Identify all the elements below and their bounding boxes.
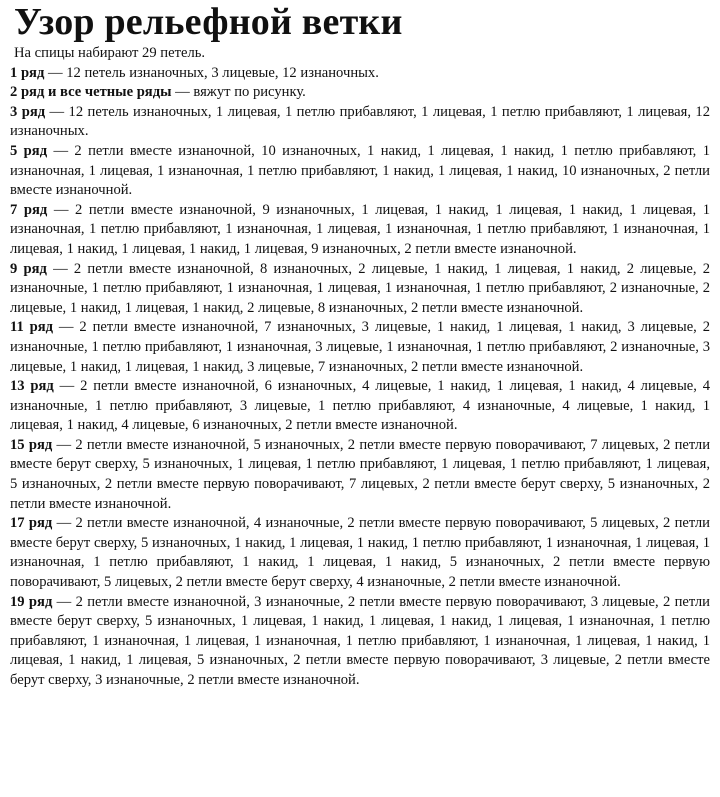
row-1 bbox=[10, 64, 710, 84]
row-text: — 2 петли вместе изнаночной, 9 изнаночных, 1 лицевая, 1 накид, 1 лицевая, 1 накид, 1 лицевая, 1 изнаночная, 1 петлю прибавляют, 1 изнаночная, 1 лицевая, 1 изнаночная, 1 петлю прибавляют, 1 изнаночная, 1 лицевая, 1 накид, 1 лицевая, 1 накид, 1 лицевая, 9 изнаночных, 2 петли вместе изнаночной. bbox=[10, 201, 711, 257]
row-3 bbox=[10, 103, 710, 142]
row-13 bbox=[10, 377, 710, 436]
row-text: — 2 петли вместе изнаночной, 4 изнаночные, 2 петли вместе первую поворачивают, 5 лицевых, 2 петли вместе берут сверху, 5 изнаночных, 1 накид, 1 лицевая, 1 накид, 1 петлю прибавляют, 1 изнаночная, 1 лицевая, 1 изнаночная, 1 петлю прибавляют, 1 накид, 1 лицевая, 1 накид, 5 изнаночных, 2 петли вместе первую поворачивают, 5 лицевых, 2 петли вместе берут сверху, 4 изнаночные, 2 петли вместе изнаночной. bbox=[10, 515, 710, 591]
row-label: 11 ряд bbox=[10, 319, 54, 336]
row-19 bbox=[10, 593, 710, 691]
row-label: 3 ряд bbox=[10, 103, 46, 120]
row-text: — 2 петли вместе изнаночной, 5 изнаночных, 2 петли вместе первую поворачивают, 7 лицевых, 2 петли вместе берут сверху, 5 изнаночных, 1 лицевая, 1 петлю прибавляют, 1 лицевая, 1 петлю прибавляют, 1 лицевая, 5 изнаночных, 2 петли вместе первую поворачивают, 7 лицевых, 2 петли вместе берут сверху, 5 изнаночных, 2 петли вместе изнаночной. bbox=[10, 436, 710, 512]
row-label: 5 ряд bbox=[10, 142, 48, 159]
intro-text: На спицы набирают 29 петель. bbox=[14, 45, 206, 61]
row-label: 7 ряд bbox=[10, 201, 48, 218]
row-label: 19 ряд bbox=[10, 593, 53, 610]
row-text: — 2 петли вместе изнаночной, 7 изнаночных, 3 лицевые, 1 накид, 1 лицевая, 1 накид, 3 лицевые, 2 изнаночные, 1 петлю прибавляют, 1 изнаночная, 3 лицевые, 1 изнаночная, 1 петлю прибавляют, 2 изнаночные, 3 лицевые, 1 накид, 1 лицевая, 1 накид, 3 лицевые, 7 изнаночных, 2 петли вместе изнаночной. bbox=[10, 319, 710, 375]
page-title: Узор рельефной ветки bbox=[14, 1, 403, 43]
row-label: 9 ряд bbox=[10, 260, 47, 277]
row-text: — 12 петель изнаночных, 3 лицевые, 12 изнаночных. bbox=[44, 64, 379, 81]
row-text: — вяжут по рисунку. bbox=[171, 84, 306, 101]
row-label: 1 ряд bbox=[10, 64, 45, 81]
row-list bbox=[10, 64, 710, 691]
row-2-even bbox=[10, 83, 710, 103]
row-text: — 2 петли вместе изнаночной, 8 изнаночных, 2 лицевые, 1 накид, 1 лицевая, 1 накид, 2 лицевые, 2 изнаночные, 1 петлю прибавляют, 1 изнаночная, 1 лицевая, 1 изнаночная, 1 петлю прибавляют, 2 изнаночные, 2 лицевые, 1 накид, 1 лицевая, 1 накид, 2 лицевые, 8 изнаночных, 2 петли вместе изнаночной. bbox=[10, 260, 710, 316]
row-text: — 2 петли вместе изнаночной, 3 изнаночные, 2 петли вместе первую поворачивают, 3 лицевые, 2 петли вместе берут сверху, 5 изнаночных, 1 лицевая, 1 накид, 1 лицевая, 1 накид, 1 лицевая, 1 изнаночная, 1 петлю прибавляют, 1 изнаночная, 1 лицевая, 1 изнаночная, 1 петлю прибавляют, 1 изнаночная, 1 лицевая, 1 накид, 1 лицевая, 1 накид, 1 лицевая, 5 изнаночных, 2 петли вместе первую поворачивают, 3 лицевые, 2 петли вместе берут сверху, 3 изнаночные, 2 петли вместе изнаночной. bbox=[10, 593, 710, 688]
row-text: — 12 петель изнаночных, 1 лицевая, 1 петлю прибавляют, 1 лицевая, 1 петлю прибавляют, 1 лицевая, 12 изнаночных. bbox=[10, 103, 710, 140]
row-text: — 2 петли вместе изнаночной, 6 изнаночных, 4 лицевые, 1 накид, 1 лицевая, 1 накид, 4 лицевые, 4 изнаночные, 1 петлю прибавляют, 3 лицевые, 1 петлю прибавляют, 4 изнаночные, 4 лицевые, 1 накид, 1 лицевая, 1 накид, 4 лицевые, 6 изнаночных, 2 петли вместе изнаночной. bbox=[10, 378, 710, 434]
row-7 bbox=[10, 201, 710, 260]
row-label: 17 ряд bbox=[10, 515, 53, 532]
row-label: 13 ряд bbox=[10, 378, 54, 395]
row-9 bbox=[10, 260, 710, 319]
row-11 bbox=[10, 318, 710, 377]
row-text: — 2 петли вместе изнаночной, 10 изнаночных, 1 накид, 1 лицевая, 1 накид, 1 петлю прибавляют, 1 изнаночная, 1 лицевая, 1 изнаночная, 1 петлю прибавляют, 1 накид, 1 лицевая, 1 накид, 10 изнаночных, 2 петли вместе изнаночной. bbox=[10, 142, 711, 199]
row-5 bbox=[10, 142, 710, 201]
row-label: 2 ряд и все четные ряды bbox=[10, 84, 172, 101]
row-label: 15 ряд bbox=[10, 436, 53, 453]
row-17 bbox=[10, 514, 710, 592]
row-15 bbox=[10, 436, 710, 514]
